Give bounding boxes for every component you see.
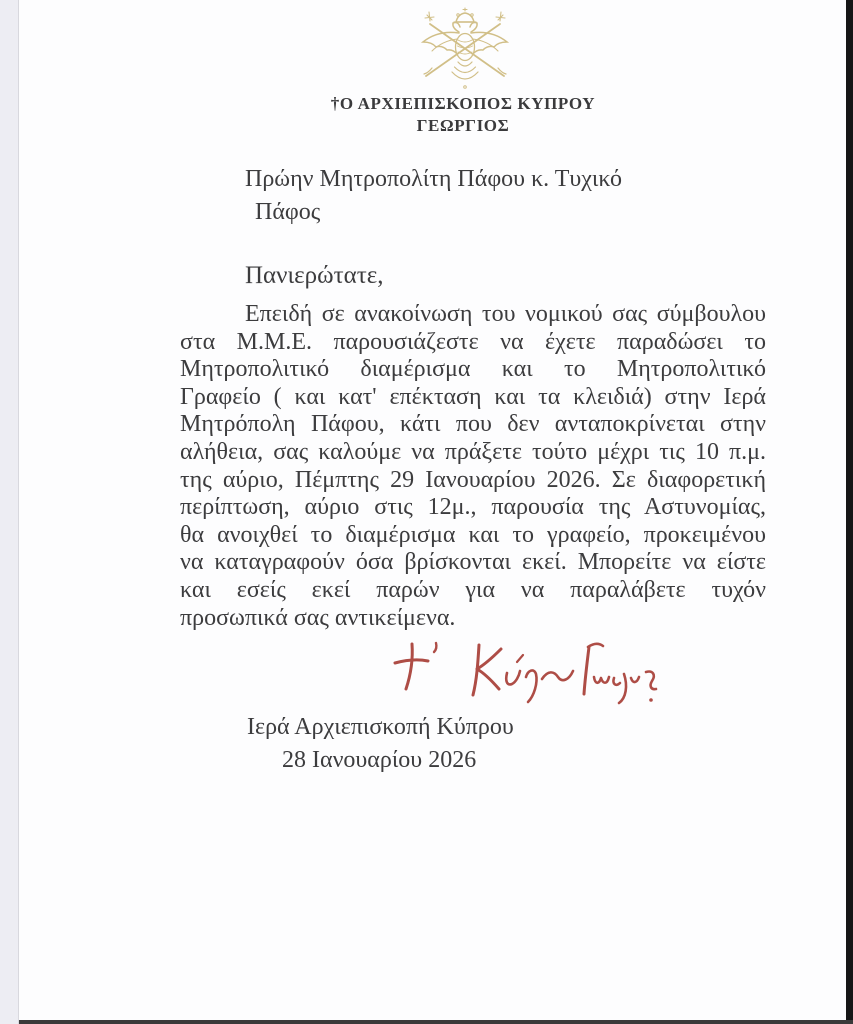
letterhead [263,93,663,137]
body-line: περίπτωση, αύριο στις 12μ., παρουσία της Αστυνομίας, [180,494,766,521]
handwritten-signature [388,634,668,706]
body-line: Μητροπολιτικό διαμέρισμα και το Μητροπολιτικό [180,356,766,383]
double-headed-eagle-crest-icon [406,6,524,92]
closing-organization: Ιερά Αρχιεπισκοπή Κύπρου [247,714,514,740]
closing-date: 28 Ιανουαρίου 2026 [282,747,477,773]
body-line: να καταγραφούν όσα βρίσκονται εκεί. Μπορείτε να είστε [180,549,766,576]
body-line: της αύριο, Πέμπτης 29 Ιανουαρίου 2026. Σε διαφορετική [180,466,766,493]
body-line: Μητρόπολη Πάφου, κάτι που δεν ανταποκρίνεται στην [180,411,766,438]
body-line: προσωπικά σας αντικείμενα. [180,604,456,631]
bottom-edge-strip [19,1020,853,1024]
recipient-line-2: Πάφος [255,199,321,225]
recipient-block [245,163,622,229]
body-line: αλήθεια, σας καλούμε να πράξετε τούτο μέχρι τις 10 π.μ. [180,438,766,465]
body-line: Γραφείο ( και κατ' επέκταση και τα κλειδιά) στην Ιερά [180,383,766,410]
salutation: Πανιερώτατε, [245,262,384,289]
left-edge-strip [0,0,19,1024]
letter-body [180,301,766,632]
body-line: Επειδή σε ανακοίνωση του νομικού σας σύμβουλου [245,301,766,327]
recipient-line-1: Πρώην Μητροπολίτη Πάφου κ. Τυχικό [245,166,622,192]
letterhead-title: †Ο ΑΡΧΙΕΠΙΣΚΟΠΟΣ ΚΥΠΡΟΥ [330,94,596,113]
letterhead-name: ΓΕΩΡΓΙΟΣ [416,116,510,135]
right-edge-strip [846,0,853,1024]
body-line: στα Μ.Μ.Ε. παρουσιάζεστε να έχετε παραδώσει το [180,328,766,355]
body-line: και εσείς εκεί παρών για να παραλάβετε τυχόν [180,576,766,603]
body-line: θα ανοιχθεί το διαμέρισμα και το γραφείο, προκειμένου [180,521,766,548]
